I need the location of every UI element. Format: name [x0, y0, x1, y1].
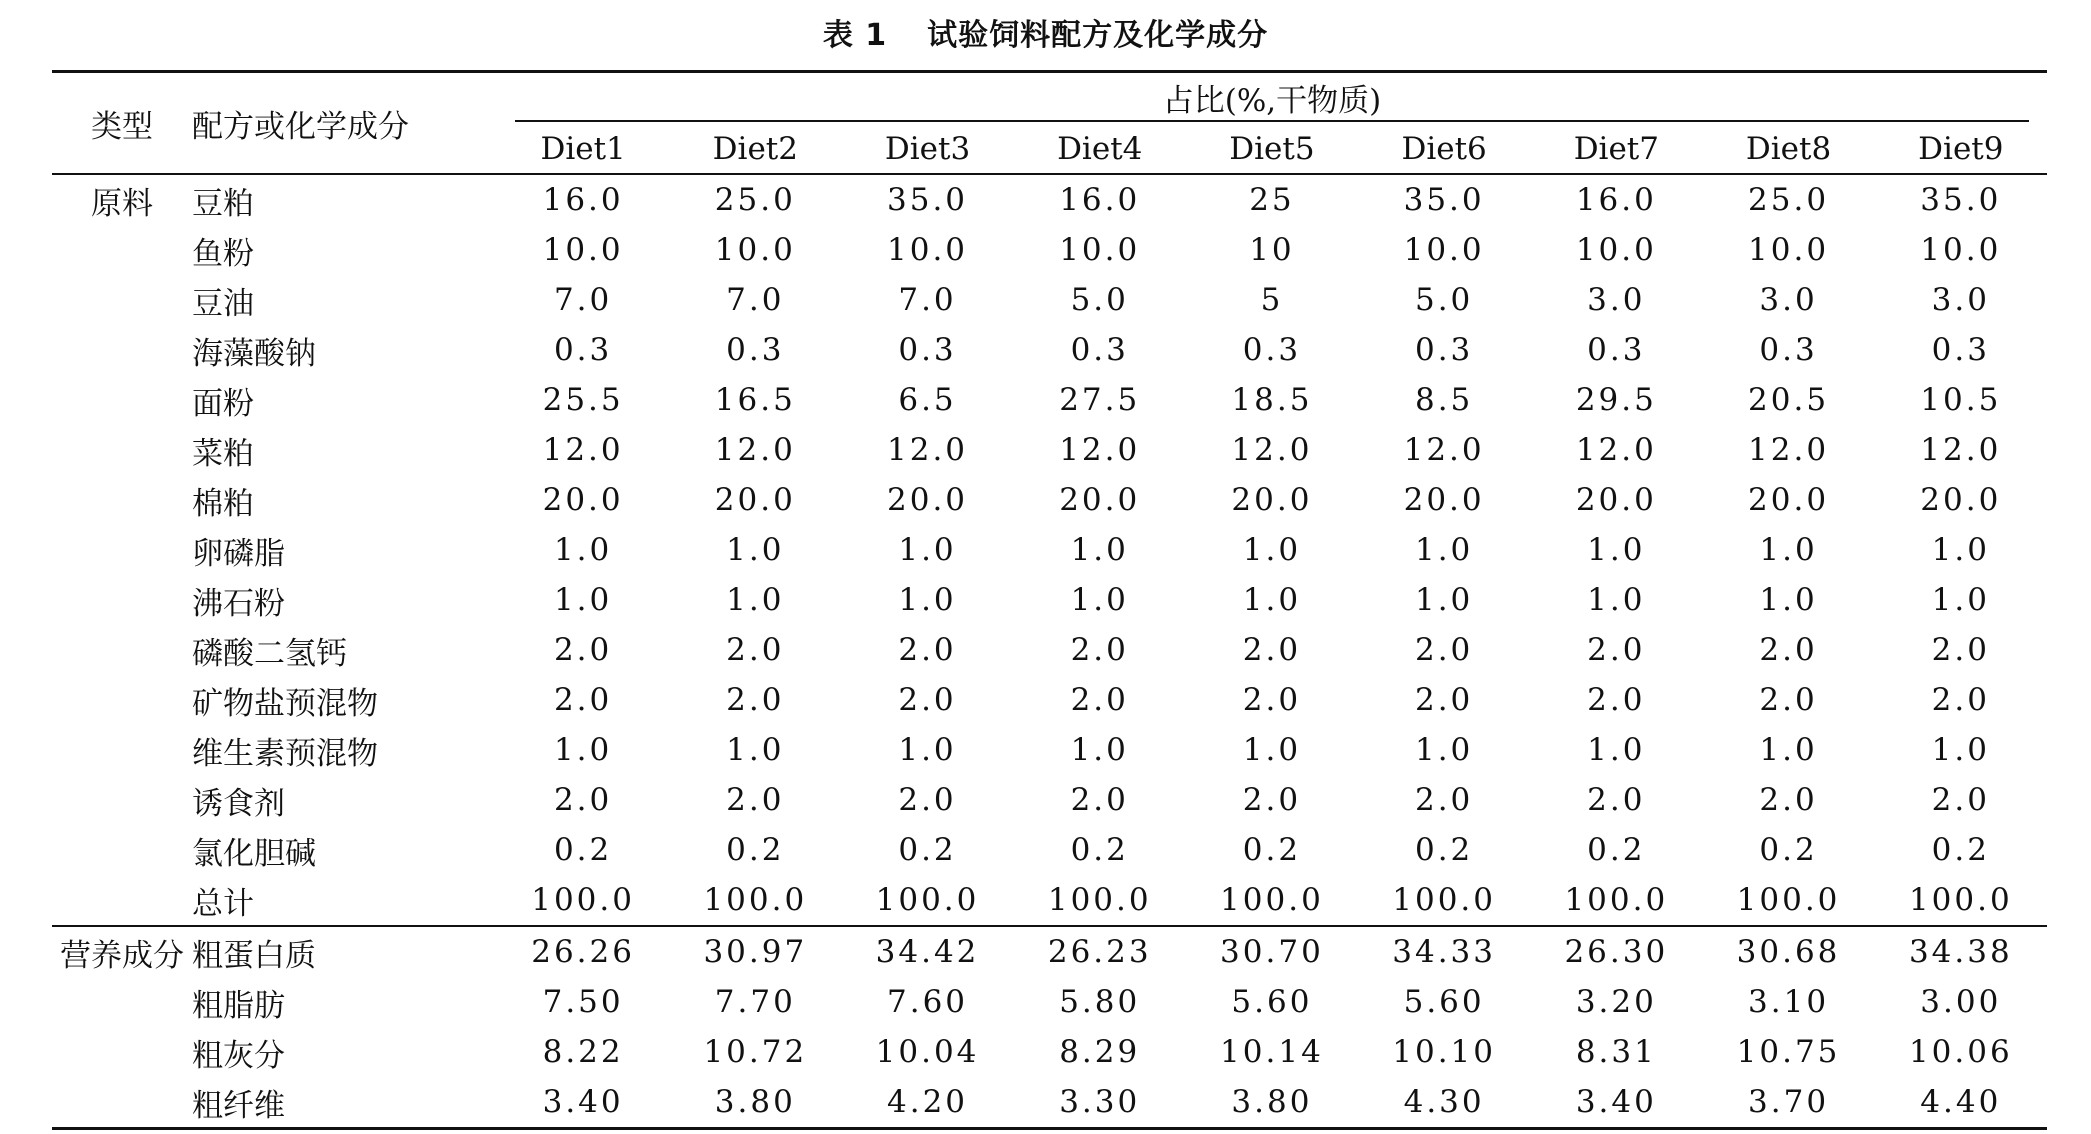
row-name: 粗灰分: [192, 1037, 285, 1074]
table-row: [52, 325, 2047, 375]
cell-diet-6: 12.0: [1403, 432, 1485, 468]
cell-diet-4: 5.0: [1070, 282, 1129, 318]
cell-diet-6: 10.10: [1392, 1034, 1496, 1070]
cell-diet-8: 2.0: [1759, 632, 1818, 668]
section-type-empty: [52, 225, 192, 275]
cell-diet-7: 100.0: [1564, 882, 1669, 918]
cell-diet-3: 7.60: [887, 984, 969, 1020]
cell-diet-7: 8.31: [1575, 1034, 1657, 1070]
header-diet-7: Diet7: [1530, 124, 1702, 174]
cell-diet-2: 1.0: [726, 532, 785, 568]
cell-diet-8: 10.0: [1748, 232, 1830, 268]
cell-diet-8: 1.0: [1759, 582, 1818, 618]
section-type-empty: [52, 575, 192, 625]
cell-diet-9: 10.06: [1908, 1034, 2013, 1070]
row-name: 磷酸二氢钙: [192, 635, 347, 672]
section-type-label: 营养成分: [52, 926, 192, 977]
cell-diet-5: 0.2: [1242, 832, 1302, 868]
cell-diet-8: 20.0: [1748, 482, 1830, 518]
header-type: 类型: [52, 72, 192, 175]
cell-diet-8: 30.68: [1702, 926, 1874, 977]
table-row: [52, 375, 2047, 425]
cell-diet-2: 10.72: [703, 1034, 808, 1070]
cell-diet-4: 1.0: [1070, 532, 1129, 568]
cell-diet-3: 10.0: [887, 232, 969, 268]
cell-diet-2: 16.5: [714, 382, 796, 418]
cell-diet-1: 2.0: [553, 632, 613, 668]
cell-diet-7: 2.0: [1587, 632, 1646, 668]
table-row: [52, 525, 2047, 575]
cell-diet-6: 1.0: [1414, 532, 1474, 568]
cell-diet-4: 100.0: [1047, 882, 1152, 918]
cell-diet-7: 16.0: [1575, 182, 1657, 218]
cell-diet-1: 100.0: [531, 882, 635, 918]
header-diet-2: Diet2: [669, 124, 841, 174]
cell-diet-3: 1.0: [898, 732, 957, 768]
cell-diet-5: 30.70: [1186, 926, 1358, 977]
section-type-empty: [52, 425, 192, 475]
header-diet-9: Diet9: [1875, 124, 2047, 174]
cell-diet-2: 20.0: [714, 482, 796, 518]
row-name: 豆粕: [192, 185, 254, 222]
cell-diet-9: 1.0: [1931, 582, 1990, 618]
cell-diet-4: 8.29: [1059, 1034, 1141, 1070]
cell-diet-7: 12.0: [1575, 432, 1657, 468]
section-type-empty: [52, 825, 192, 875]
cell-diet-2: 1.0: [726, 732, 785, 768]
cell-diet-3: 0.2: [898, 832, 957, 868]
cell-diet-8: 1.0: [1759, 732, 1818, 768]
cell-diet-1: 26.26: [497, 926, 669, 977]
cell-diet-3: 1.0: [898, 582, 957, 618]
cell-diet-5: 25: [1249, 182, 1295, 218]
table-row: [52, 875, 2047, 926]
cell-diet-5: 0.3: [1242, 332, 1302, 368]
section-type-empty: [52, 725, 192, 775]
table-row: [52, 225, 2047, 275]
cell-diet-7: 29.5: [1575, 382, 1657, 418]
table-row: [52, 275, 2047, 325]
cell-diet-3: 2.0: [898, 632, 957, 668]
cell-diet-9: 10.0: [1920, 232, 2002, 268]
cell-diet-2: 100.0: [703, 882, 808, 918]
header-diet-6: Diet6: [1358, 124, 1530, 174]
cell-diet-9: 2.0: [1931, 632, 1990, 668]
header-diet-1: Diet1: [497, 124, 669, 174]
cell-diet-8: 2.0: [1759, 682, 1818, 718]
cell-diet-4: 2.0: [1070, 782, 1129, 818]
section-type-empty: [52, 275, 192, 325]
cell-diet-4: 0.2: [1070, 832, 1129, 868]
cell-diet-3: 7.0: [898, 282, 957, 318]
table-row: [52, 475, 2047, 525]
cell-diet-3: 0.3: [898, 332, 957, 368]
cell-diet-9: 1.0: [1931, 532, 1990, 568]
cell-diet-5: 3.80: [1186, 1077, 1358, 1129]
cell-diet-1: 16.0: [542, 182, 624, 218]
cell-diet-4: 0.3: [1070, 332, 1129, 368]
cell-diet-9: 3.0: [1931, 282, 1990, 318]
cell-diet-3: 2.0: [898, 682, 957, 718]
cell-diet-2: 10.0: [714, 232, 796, 268]
row-name: 粗脂肪: [192, 987, 285, 1024]
table-row: [52, 675, 2047, 725]
table-row: [52, 174, 2047, 225]
cell-diet-2: 12.0: [714, 432, 796, 468]
cell-diet-5: 5: [1260, 282, 1284, 318]
cell-diet-1: 25.5: [542, 382, 624, 418]
table-row: [52, 926, 2047, 977]
cell-diet-5: 5.60: [1231, 984, 1313, 1020]
cell-diet-2: 7.0: [726, 282, 785, 318]
cell-diet-7: 0.2: [1587, 832, 1646, 868]
cell-diet-9: 1.0: [1931, 732, 1990, 768]
cell-diet-6: 1.0: [1414, 732, 1474, 768]
cell-diet-1: 7.50: [542, 984, 624, 1020]
row-name: 鱼粉: [192, 235, 254, 272]
cell-diet-7: 3.40: [1530, 1077, 1702, 1129]
cell-diet-3: 4.20: [841, 1077, 1013, 1129]
cell-diet-1: 0.2: [553, 832, 613, 868]
row-name: 沸石粉: [192, 585, 285, 622]
cell-diet-3: 6.5: [898, 382, 957, 418]
cell-diet-5: 12.0: [1231, 432, 1313, 468]
cell-diet-7: 2.0: [1587, 682, 1646, 718]
header-diet-5: Diet5: [1186, 124, 1358, 174]
cell-diet-2: 2.0: [726, 632, 785, 668]
cell-diet-6: 35.0: [1403, 182, 1485, 218]
row-name: 粗蛋白质: [192, 926, 497, 977]
header-diet-4: Diet4: [1014, 124, 1186, 174]
cell-diet-6: 5.0: [1414, 282, 1474, 318]
cell-diet-8: 1.0: [1759, 532, 1818, 568]
cell-diet-6: 20.0: [1403, 482, 1485, 518]
cell-diet-6: 2.0: [1414, 682, 1474, 718]
cell-diet-7: 1.0: [1587, 732, 1646, 768]
table-row: [52, 575, 2047, 625]
cell-diet-7: 1.0: [1587, 582, 1646, 618]
cell-diet-5: 20.0: [1231, 482, 1313, 518]
cell-diet-5: 2.0: [1242, 682, 1302, 718]
cell-diet-8: 3.70: [1702, 1077, 1874, 1129]
cell-diet-8: 100.0: [1736, 882, 1841, 918]
header-diet-8: Diet8: [1702, 124, 1874, 174]
cell-diet-6: 0.2: [1414, 832, 1474, 868]
cell-diet-7: 26.30: [1530, 926, 1702, 977]
cell-diet-9: 2.0: [1931, 782, 1990, 818]
cell-diet-8: 0.3: [1759, 332, 1818, 368]
cell-diet-5: 1.0: [1242, 582, 1302, 618]
cell-diet-9: 3.00: [1920, 984, 2002, 1020]
header-group-label: 占比(%,干物质): [1162, 83, 1382, 119]
cell-diet-2: 7.70: [714, 984, 796, 1020]
header-diet-3: Diet3: [841, 124, 1013, 174]
table-body: [52, 174, 2047, 1129]
cell-diet-3: 34.42: [841, 926, 1013, 977]
cell-diet-2: 25.0: [714, 182, 796, 218]
cell-diet-9: 100.0: [1908, 882, 2013, 918]
cell-diet-2: 0.3: [726, 332, 785, 368]
cell-diet-4: 2.0: [1070, 632, 1129, 668]
section-type-empty: [52, 375, 192, 425]
cell-diet-9: 12.0: [1920, 432, 2002, 468]
row-name: 海藻酸钠: [192, 335, 316, 372]
cell-diet-8: 25.0: [1748, 182, 1830, 218]
cell-diet-5: 2.0: [1242, 632, 1302, 668]
row-name: 卵磷脂: [192, 535, 285, 572]
table-row: [52, 725, 2047, 775]
cell-diet-9: 4.40: [1875, 1077, 2047, 1129]
row-name: 诱食剂: [192, 785, 285, 822]
table-row: [52, 1077, 2047, 1129]
cell-diet-6: 0.3: [1414, 332, 1474, 368]
table-row: [52, 1027, 2047, 1077]
header-item: 配方或化学成分: [192, 72, 497, 175]
cell-diet-6: 8.5: [1414, 382, 1474, 418]
cell-diet-8: 10.75: [1736, 1034, 1841, 1070]
table-row: [52, 775, 2047, 825]
cell-diet-1: 8.22: [542, 1034, 624, 1070]
section-type-empty: [52, 675, 192, 725]
table-row: [52, 425, 2047, 475]
cell-diet-3: 20.0: [887, 482, 969, 518]
cell-diet-9: 35.0: [1920, 182, 2002, 218]
cell-diet-2: 3.80: [669, 1077, 841, 1129]
cell-diet-1: 12.0: [542, 432, 624, 468]
cell-diet-6: 100.0: [1392, 882, 1496, 918]
cell-diet-4: 1.0: [1070, 582, 1129, 618]
cell-diet-1: 0.3: [553, 332, 613, 368]
cell-diet-5: 18.5: [1231, 382, 1313, 418]
cell-diet-1: 2.0: [553, 682, 613, 718]
section-type-empty: [52, 1027, 192, 1077]
cell-diet-5: 100.0: [1220, 882, 1324, 918]
cell-diet-3: 1.0: [898, 532, 957, 568]
cell-diet-6: 2.0: [1414, 782, 1474, 818]
table-row: [52, 977, 2047, 1027]
section-type-empty: [52, 977, 192, 1027]
row-name: 面粉: [192, 385, 254, 422]
cell-diet-4: 5.80: [1059, 984, 1141, 1020]
section-type-empty: [52, 475, 192, 525]
cell-diet-1: 7.0: [553, 282, 613, 318]
cell-diet-1: 3.40: [497, 1077, 669, 1129]
cell-diet-1: 1.0: [553, 582, 613, 618]
header-group: [497, 72, 2047, 125]
table-row: [52, 625, 2047, 675]
cell-diet-1: 1.0: [553, 532, 613, 568]
table-title: 试验饲料配方及化学成分: [927, 18, 1269, 53]
row-name: 棉粕: [192, 485, 254, 522]
cell-diet-7: 3.0: [1587, 282, 1646, 318]
section-type-empty: [52, 525, 192, 575]
cell-diet-6: 2.0: [1414, 632, 1474, 668]
row-name: 菜粕: [192, 435, 254, 472]
section-type-empty: [52, 625, 192, 675]
cell-diet-5: 1.0: [1242, 532, 1302, 568]
cell-diet-4: 26.23: [1014, 926, 1186, 977]
cell-diet-2: 0.2: [726, 832, 785, 868]
row-name: 氯化胆碱: [192, 835, 316, 872]
cell-diet-1: 1.0: [553, 732, 613, 768]
cell-diet-5: 10.14: [1220, 1034, 1324, 1070]
cell-diet-6: 10.0: [1403, 232, 1485, 268]
table-caption: [0, 12, 2091, 60]
cell-diet-3: 12.0: [887, 432, 969, 468]
cell-diet-6: 4.30: [1358, 1077, 1530, 1129]
cell-diet-3: 10.04: [875, 1034, 980, 1070]
cell-diet-4: 10.0: [1059, 232, 1141, 268]
cell-diet-4: 20.0: [1059, 482, 1141, 518]
cell-diet-3: 35.0: [887, 182, 969, 218]
section-type-empty: [52, 1077, 192, 1129]
section-type-label: 原料: [91, 185, 153, 222]
cell-diet-7: 1.0: [1587, 532, 1646, 568]
cell-diet-2: 2.0: [726, 782, 785, 818]
cell-diet-4: 16.0: [1059, 182, 1141, 218]
cell-diet-2: 30.97: [669, 926, 841, 977]
cell-diet-5: 1.0: [1242, 732, 1302, 768]
cell-diet-4: 2.0: [1070, 682, 1129, 718]
cell-diet-4: 3.30: [1014, 1077, 1186, 1129]
cell-diet-1: 2.0: [553, 782, 613, 818]
section-type-empty: [52, 325, 192, 375]
cell-diet-7: 2.0: [1587, 782, 1646, 818]
cell-diet-8: 3.0: [1759, 282, 1818, 318]
row-name: 矿物盐预混物: [192, 685, 378, 722]
cell-diet-9: 20.0: [1920, 482, 2002, 518]
cell-diet-4: 1.0: [1070, 732, 1129, 768]
cell-diet-3: 100.0: [875, 882, 980, 918]
cell-diet-7: 20.0: [1575, 482, 1657, 518]
cell-diet-8: 2.0: [1759, 782, 1818, 818]
cell-diet-6: 34.33: [1358, 926, 1530, 977]
cell-diet-8: 0.2: [1759, 832, 1818, 868]
table-number: 表 1: [822, 18, 888, 53]
row-name: 维生素预混物: [192, 735, 378, 772]
cell-diet-7: 10.0: [1575, 232, 1657, 268]
cell-diet-4: 12.0: [1059, 432, 1141, 468]
row-name: 豆油: [192, 285, 254, 322]
cell-diet-3: 2.0: [898, 782, 957, 818]
diet-composition-table: [52, 70, 2047, 1130]
cell-diet-8: 20.5: [1748, 382, 1830, 418]
cell-diet-4: 27.5: [1059, 382, 1141, 418]
cell-diet-6: 1.0: [1414, 582, 1474, 618]
section-type-empty: [52, 875, 192, 926]
cell-diet-5: 10: [1249, 232, 1295, 268]
cell-diet-9: 34.38: [1875, 926, 2047, 977]
cell-diet-2: 2.0: [726, 682, 785, 718]
cell-diet-8: 12.0: [1748, 432, 1830, 468]
row-name: 粗纤维: [192, 1077, 497, 1129]
cell-diet-7: 0.3: [1587, 332, 1646, 368]
cell-diet-9: 0.2: [1931, 832, 1990, 868]
cell-diet-5: 2.0: [1242, 782, 1302, 818]
cell-diet-1: 10.0: [542, 232, 624, 268]
cell-diet-8: 3.10: [1748, 984, 1830, 1020]
cell-diet-2: 1.0: [726, 582, 785, 618]
cell-diet-1: 20.0: [542, 482, 624, 518]
table-row: [52, 825, 2047, 875]
cell-diet-6: 5.60: [1403, 984, 1485, 1020]
cell-diet-9: 10.5: [1920, 382, 2002, 418]
section-type-empty: [52, 775, 192, 825]
cell-diet-9: 2.0: [1931, 682, 1990, 718]
header-group-underline: [515, 120, 2029, 122]
row-name: 总计: [192, 885, 254, 922]
cell-diet-9: 0.3: [1931, 332, 1990, 368]
cell-diet-7: 3.20: [1575, 984, 1657, 1020]
